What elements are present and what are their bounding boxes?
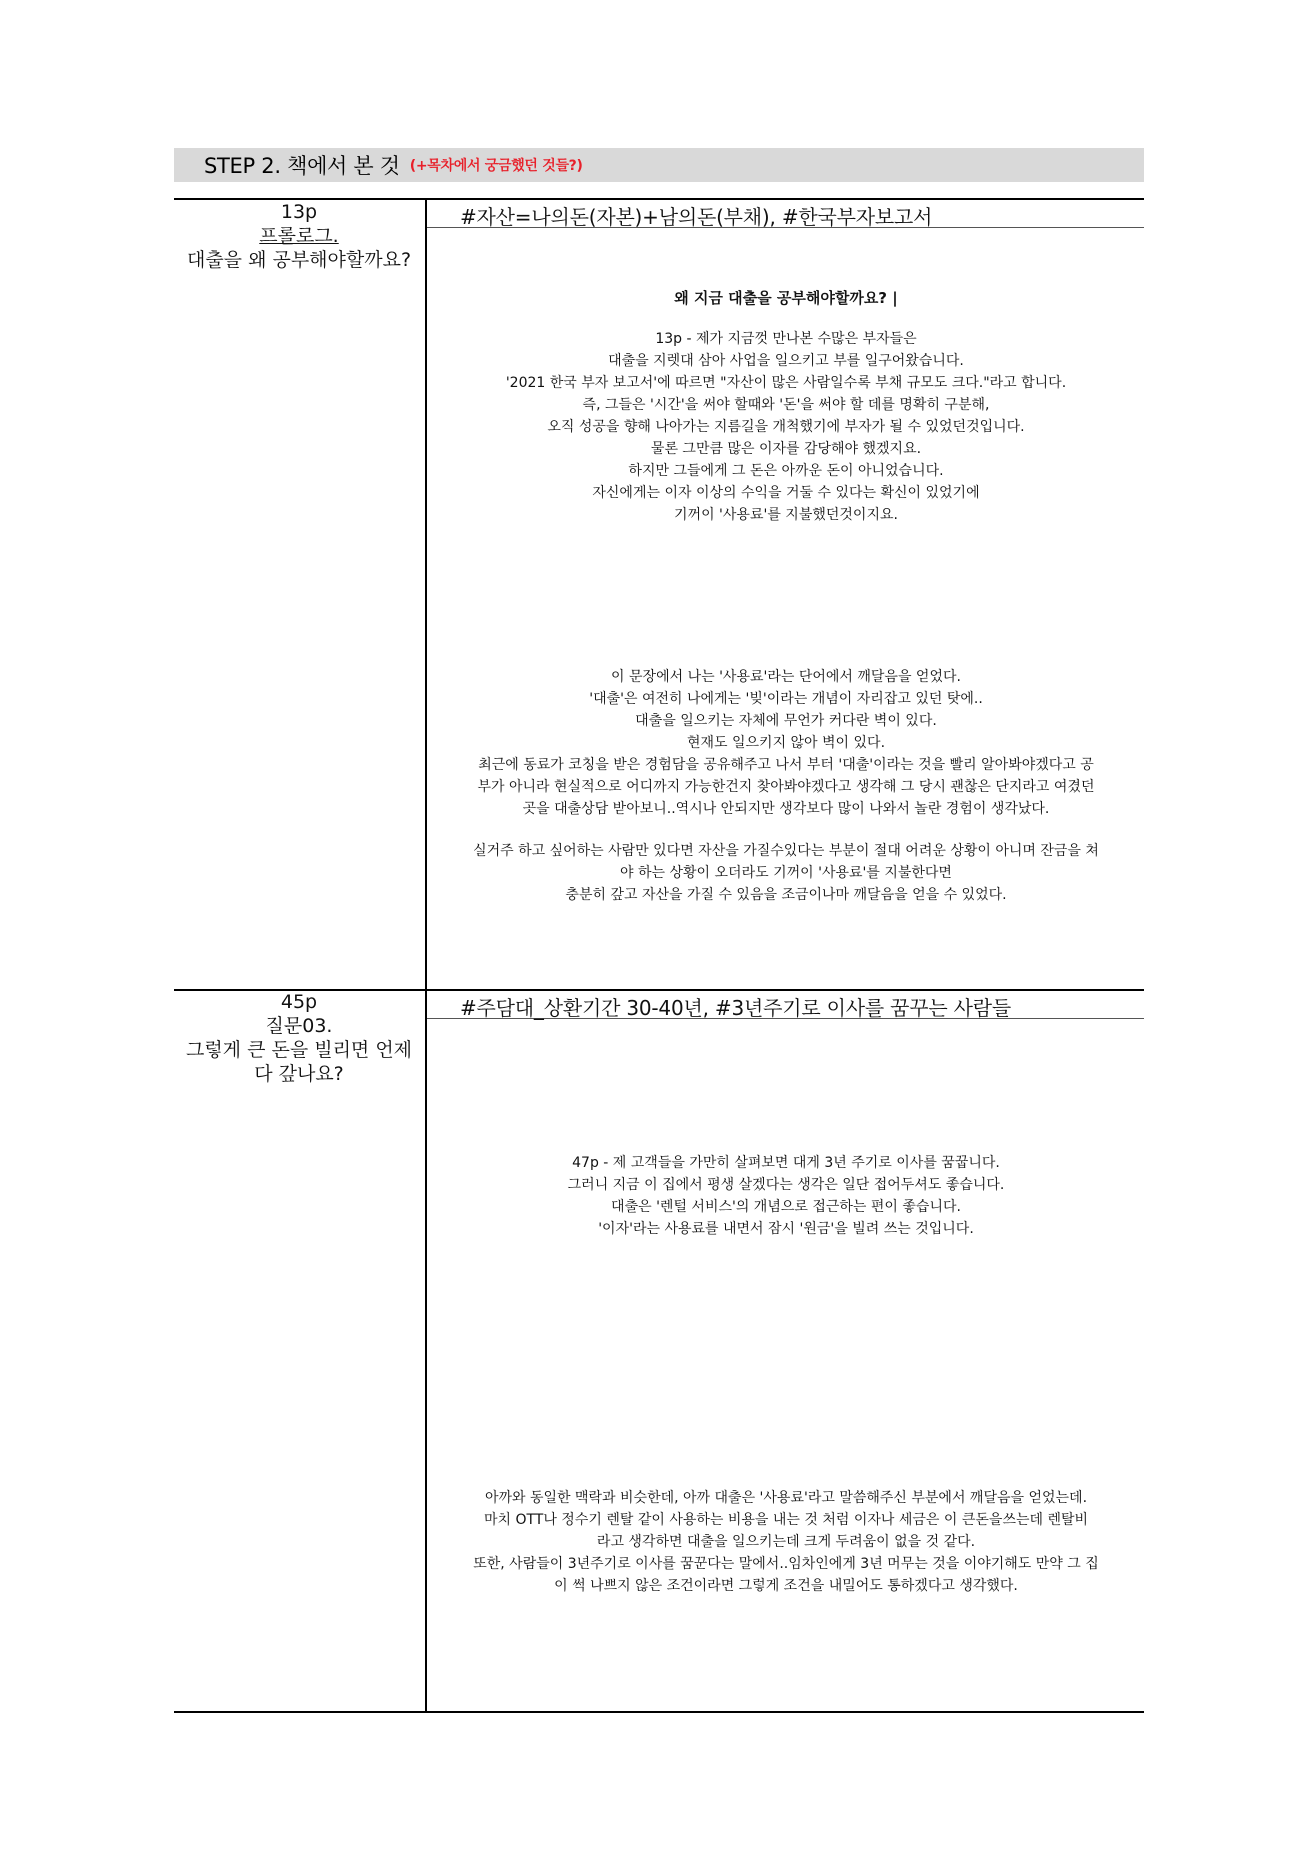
reflection-line: 라고 생각하면 대출을 일으키는데 크게 두려움이 없을 것 같다. <box>596 1534 976 1550</box>
reflection-line: 이 썩 나쁘지 않은 조건이라면 그렇게 조건을 내밀어도 통하겠다고 생각했다. <box>554 1578 1018 1594</box>
section-title: STEP 2. 책에서 본 것 <box>204 154 400 178</box>
reflection-line: '대출'은 여전히 나에게는 '빚'이라는 개념이 자리잡고 있던 탓에.. <box>589 691 983 707</box>
section-header <box>174 148 1144 182</box>
reflection-line: 부가 아니라 현실적으로 어디까지 가능한건지 찾아봐야겠다고 생각해 그 당시 괜찮은 단지라고 여겼던 <box>477 779 1095 795</box>
reflection-line: 곳을 대출상담 받아보니..역시나 안되지만 생각보다 많이 나와서 놀란 경험이 생각났다. <box>522 801 1050 817</box>
reflection-line: 또한, 사람들이 3년주기로 이사를 꿈꾼다는 말에서..임차인에게 3년 머무는 것을 이야기해도 만약 그 집 <box>473 1556 1099 1572</box>
reflection-line: 대출을 일으키는 자체에 무언가 커다란 벽이 있다. <box>635 713 937 729</box>
reflection-line: 마치 OTT나 정수기 렌탈 같이 사용하는 비용을 내는 것 처럼 이자나 세금은 이 큰돈을쓰는데 렌탈비 <box>483 1512 1089 1528</box>
section-subtitle: (+목차에서 궁금했던 것들?) <box>409 158 583 174</box>
reflection-line: 현재도 일으키지 않아 벽이 있다. <box>686 735 886 751</box>
row1-reflection <box>430 666 1142 820</box>
reflection-line: 충분히 갚고 자산을 가질 수 있음을 조금이나마 깨달음을 얻을 수 있었다. <box>565 887 1007 903</box>
row1-label-cell <box>174 200 424 272</box>
row2-quote <box>430 1152 1142 1240</box>
row2-chapter: 질문03. <box>265 1015 333 1037</box>
row2-question-line2: 다 갚나요? <box>254 1063 344 1085</box>
reflection-line: 실거주 하고 싶어하는 사람만 있다면 자산을 가질수있다는 부분이 절대 어려운 상황이 아니며 잔금을 쳐 <box>473 843 1099 859</box>
quote-line: 물론 그만큼 많은 이자를 감당해야 했겠지요. <box>650 441 922 457</box>
row2-page-number: 45p <box>280 991 318 1013</box>
row1-reflection-2 <box>430 840 1142 906</box>
row1-chapter: 프롤로그. <box>259 225 339 247</box>
row2-tags: #주담대_상환기간 30-40년, #3년주기로 이사를 꿈꾸는 사람들 <box>460 996 1012 1020</box>
quote-line: 자신에게는 이자 이상의 수익을 거둘 수 있다는 확신이 있었기에 <box>592 485 980 501</box>
quote-line: 그러니 지금 이 집에서 평생 살겠다는 생각은 일단 접어두셔도 좋습니다. <box>567 1177 1005 1193</box>
row1-column-divider <box>425 198 427 991</box>
quote-line: 47p - 제 고객들을 가만히 살펴보면 대게 3년 주기로 이사를 꿈꿉니다. <box>572 1155 1000 1171</box>
row1-page-number: 13p <box>280 201 318 223</box>
row2-reflection <box>430 1487 1142 1597</box>
reflection-line: 최근에 동료가 코칭을 받은 경험담을 공유해주고 나서 부터 '대출'이라는 것을 빨리 알아봐야겠다고 공 <box>478 757 1094 773</box>
row1-question: 대출을 왜 공부해야할까요? <box>186 249 412 271</box>
quote-line: '2021 한국 부자 보고서'에 따르면 "자산이 많은 사람일수록 부채 규모도 크다."라고 합니다. <box>505 375 1067 391</box>
row1-quote <box>430 328 1142 526</box>
quote-line: 하지만 그들에게 그 돈은 아까운 돈이 아니었습니다. <box>628 463 944 479</box>
quote-line: '이자'라는 사용료를 내면서 잠시 '원금'을 빌려 쓰는 것입니다. <box>598 1221 974 1237</box>
row2-label-cell <box>174 990 424 1086</box>
quote-line: 기꺼이 '사용료'를 지불했던것이지요. <box>674 507 898 523</box>
reflection-line: 야 하는 상황이 오더라도 기꺼이 '사용료'를 지불한다면 <box>620 865 952 881</box>
table-bottom-border <box>174 1711 1144 1713</box>
quote-line: 즉, 그들은 '시간'을 써야 할때와 '돈'을 써야 할 데를 명확히 구분해, <box>582 397 990 413</box>
reflection-line: 아까와 동일한 맥락과 비슷한데, 아까 대출은 '사용료'라고 말씀해주신 부분에서 깨달음을 얻었는데. <box>484 1490 1088 1506</box>
row2-question-line1: 그렇게 큰 돈을 빌리면 언제 <box>185 1039 413 1061</box>
quote-line: 대출은 '렌털 서비스'의 개념으로 접근하는 편이 좋습니다. <box>611 1199 961 1215</box>
quote-line: 13p - 제가 지금껏 만나본 수많은 부자들은 <box>655 331 917 347</box>
quote-line: 오직 성공을 향해 나아가는 지름길을 개척했기에 부자가 될 수 있었던것입니다. <box>547 419 1025 435</box>
row1-quote-heading: 왜 지금 대출을 공부해야할까요? | <box>674 289 898 307</box>
row1-tags: #자산=나의돈(자본)+남의돈(부채), #한국부자보고서 <box>460 205 933 229</box>
row2-column-divider <box>425 990 427 1712</box>
reflection-line: 이 문장에서 나는 '사용료'라는 단어에서 깨달음을 얻었다. <box>611 669 961 685</box>
quote-line: 대출을 지렛대 삼아 사업을 일으키고 부를 일구어왔습니다. <box>608 353 964 369</box>
